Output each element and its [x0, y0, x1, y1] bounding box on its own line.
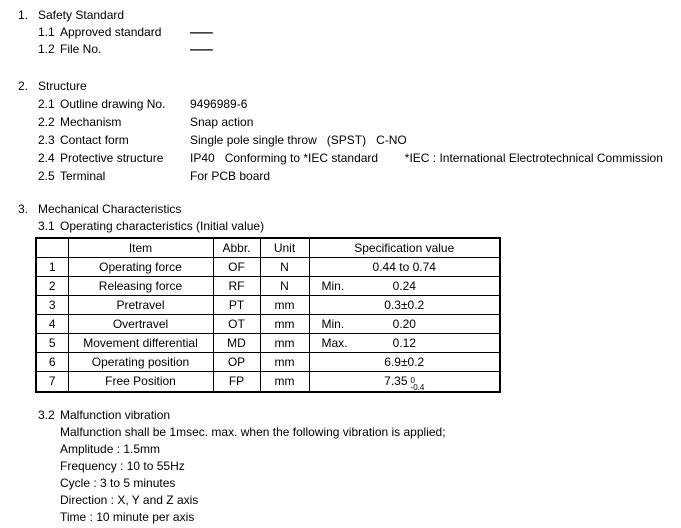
item-number: 2.5 — [38, 169, 55, 183]
cell-abbr: FP — [213, 371, 260, 392]
cell-no: 7 — [36, 371, 68, 392]
item-number: 2.4 — [38, 151, 55, 165]
item-label: Terminal — [60, 169, 106, 183]
cell-item: Movement differential — [68, 333, 213, 352]
section-structure — [0, 77, 681, 185]
spec-value: 0.44 to 0.74 — [372, 259, 436, 274]
item-approved-standard — [38, 24, 681, 41]
cell-spec — [309, 295, 500, 314]
section-number: 3. — [18, 202, 29, 216]
spec-value: 0.12 — [392, 335, 416, 350]
item-mechanism — [38, 113, 681, 131]
cell-abbr: RF — [213, 276, 260, 295]
subsection-3-2-heading — [38, 406, 681, 424]
cell-abbr: OT — [213, 314, 260, 333]
cell-unit: mm — [260, 333, 309, 352]
item-value: — — [190, 42, 213, 56]
cell-unit: mm — [260, 352, 309, 371]
cell-no: 5 — [36, 333, 68, 352]
cell-unit: mm — [260, 371, 309, 392]
item-value: 9496989-6 — [190, 97, 248, 111]
item-file-no — [38, 41, 681, 58]
item-value: For PCB board — [190, 169, 271, 183]
item-value: — — [190, 25, 213, 39]
item-number: 1.2 — [38, 42, 55, 56]
operating-characteristics-table — [35, 237, 501, 393]
section-title: Mechanical Characteristics — [38, 202, 182, 216]
spec-prefix: Min. — [321, 278, 345, 293]
item-label: Protective structure — [60, 151, 164, 165]
table-row — [36, 295, 500, 314]
item-value: Snap action — [190, 115, 254, 129]
section-title: Safety Standard — [38, 8, 125, 22]
item-label: File No. — [60, 42, 102, 56]
table-row — [36, 314, 500, 333]
vibration-amplitude-line: Amplitude : 1.5mm — [60, 442, 161, 456]
item-label: Outline drawing No. — [60, 97, 166, 111]
cell-spec — [309, 371, 500, 392]
subsection-3-1-heading — [38, 218, 681, 235]
vibration-time-line: Time : 10 minute per axis — [60, 510, 195, 524]
cell-item: Overtravel — [68, 314, 213, 333]
section-title: Structure — [38, 79, 87, 93]
spec-prefix: Min. — [321, 316, 345, 331]
section-2-heading — [18, 77, 681, 95]
vibration-cycle-line: Cycle : 3 to 5 minutes — [60, 476, 176, 490]
section-safety-standard — [0, 7, 681, 58]
section-1-heading — [18, 7, 681, 24]
cell-spec — [309, 314, 500, 333]
item-value: IP40 Conforming to *IEC standard *IEC : International Electrotechnical Commission — [190, 151, 663, 165]
cell-spec — [309, 276, 500, 295]
cell-spec — [309, 257, 500, 276]
cell-unit: N — [260, 257, 309, 276]
item-outline-drawing-no — [38, 95, 681, 113]
table-row — [36, 276, 500, 295]
cell-unit: mm — [260, 295, 309, 314]
tolerance-upper: 0 — [410, 375, 415, 385]
cell-spec — [309, 333, 500, 352]
subsection-number: 3.1 — [38, 219, 55, 233]
item-protective-structure — [38, 149, 681, 167]
cell-no: 1 — [36, 257, 68, 276]
vibration-frequency-line: Frequency : 10 to 55Hz — [60, 459, 185, 473]
cell-item: Releasing force — [68, 276, 213, 295]
item-number: 2.1 — [38, 97, 55, 111]
vibration-condition-line: Malfunction shall be 1msec. max. when the following vibration is applied; — [60, 425, 446, 439]
subsection-malfunction-vibration — [0, 406, 681, 526]
table-header-row — [36, 238, 500, 257]
header-spec: Specification value — [309, 238, 500, 257]
cell-unit: N — [260, 276, 309, 295]
spec-value: 6.9±0.2 — [384, 354, 425, 369]
cell-no: 4 — [36, 314, 68, 333]
cell-item: Pretravel — [68, 295, 213, 314]
section-number: 2. — [18, 79, 29, 93]
cell-item: Free Position — [68, 371, 213, 392]
cell-abbr: MD — [213, 333, 260, 352]
vibration-direction-line: Direction : X, Y and Z axis — [60, 493, 199, 507]
section-mechanical-characteristics — [0, 200, 681, 526]
section-3-heading — [18, 200, 681, 218]
spec-value: 0.20 — [392, 316, 416, 331]
cell-no: 6 — [36, 352, 68, 371]
cell-item: Operating force — [68, 257, 213, 276]
header-no — [36, 238, 68, 257]
cell-unit: mm — [260, 314, 309, 333]
header-unit: Unit — [260, 238, 309, 257]
item-label: Mechanism — [60, 115, 122, 129]
subsection-title: Operating characteristics (Initial value) — [60, 219, 265, 233]
item-contact-form — [38, 131, 681, 149]
cell-spec — [309, 352, 500, 371]
item-number: 1.1 — [38, 25, 55, 39]
tolerance-stack — [411, 377, 425, 391]
header-abbr: Abbr. — [213, 238, 260, 257]
spec-value: 7.35 — [384, 373, 408, 388]
section-number: 1. — [18, 8, 29, 22]
table-row — [36, 257, 500, 276]
item-number: 2.3 — [38, 133, 55, 147]
item-label: Approved standard — [60, 25, 162, 39]
table-row — [36, 333, 500, 352]
item-value: Single pole single throw (SPST) C-NO — [190, 133, 407, 147]
cell-item: Operating position — [68, 352, 213, 371]
header-item: Item — [68, 238, 213, 257]
spec-value: 0.3±0.2 — [384, 297, 425, 312]
cell-no: 3 — [36, 295, 68, 314]
item-number: 2.2 — [38, 115, 55, 129]
subsection-title: Malfunction vibration — [60, 408, 171, 422]
spec-prefix: Max. — [321, 335, 348, 350]
cell-no: 2 — [36, 276, 68, 295]
item-terminal — [38, 167, 681, 185]
table-row — [36, 371, 500, 392]
cell-abbr: OF — [213, 257, 260, 276]
spec-value: 0.24 — [392, 278, 416, 293]
cell-abbr: OP — [213, 352, 260, 371]
subsection-number: 3.2 — [38, 408, 55, 422]
tolerance-lower: -0.4 — [410, 382, 425, 392]
cell-abbr: PT — [213, 295, 260, 314]
table-row — [36, 352, 500, 371]
item-label: Contact form — [60, 133, 129, 147]
